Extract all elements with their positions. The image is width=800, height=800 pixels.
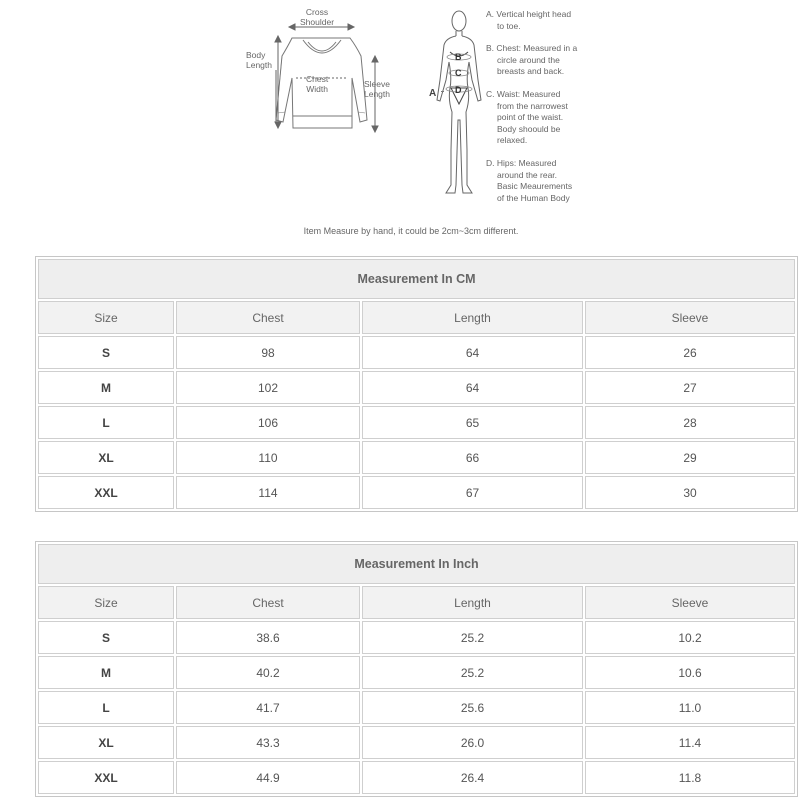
length-cell: 67: [362, 476, 583, 509]
table-header-row: [38, 301, 795, 334]
sleeve-length-line-2: Length: [364, 89, 390, 99]
chest-cell: 40.2: [176, 656, 360, 689]
size-table-inch: [35, 541, 798, 797]
body-length-line-1: Body: [246, 50, 266, 60]
column-header-sleeve: Sleeve: [585, 301, 795, 334]
note-d: [486, 158, 572, 204]
table-header-row: [38, 586, 795, 619]
cross-shoulder-line-2: Shoulder: [300, 17, 335, 27]
note-a-line: A. Vertical height head: [486, 9, 572, 19]
marker-a: A: [429, 88, 437, 99]
sleeve-length-line-1: Sleeve: [364, 79, 390, 89]
sleeve-cell: 30: [585, 476, 795, 509]
size-cell: S: [38, 336, 174, 369]
note-c-line: C. Waist: Measured: [486, 89, 561, 99]
column-header-chest: Chest: [176, 301, 360, 334]
size-cell: L: [38, 406, 174, 439]
length-cell: 26.4: [362, 761, 583, 794]
table-row: [38, 761, 795, 794]
note-d-line: around the rear.: [497, 169, 558, 180]
length-cell: 64: [362, 336, 583, 369]
size-cell: M: [38, 371, 174, 404]
table-row: [38, 656, 795, 689]
marker-d: D: [455, 85, 462, 95]
chest-cell: 106: [176, 406, 360, 439]
size-cell: L: [38, 691, 174, 724]
chest-cell: 43.3: [176, 726, 360, 759]
note-b-line: B. Chest: Measured in a: [486, 43, 578, 53]
chest-cell: 41.7: [176, 691, 360, 724]
size-table-cm: [35, 256, 798, 512]
sleeve-cell: 29: [585, 441, 795, 474]
cross-shoulder-line-1: Cross: [305, 7, 329, 17]
body-length-line-2: Length: [246, 60, 272, 70]
note-a: [486, 9, 571, 32]
column-header-size: Size: [38, 586, 174, 619]
length-cell: 26.0: [362, 726, 583, 759]
chest-width-line-2: Width: [306, 84, 328, 94]
table-row: [38, 406, 795, 439]
sweater-illustration: [0, 0, 800, 230]
size-cell: XL: [38, 441, 174, 474]
column-header-chest: Chest: [176, 586, 360, 619]
sleeve-cell: 11.0: [585, 691, 795, 724]
column-header-length: Length: [362, 301, 583, 334]
sleeve-cell: 10.6: [585, 656, 795, 689]
size-cell: XL: [38, 726, 174, 759]
note-c-line: relaxed.: [497, 135, 528, 145]
sleeve-cell: 26: [585, 336, 795, 369]
table-title: Measurement In CM: [38, 259, 795, 299]
sleeve-cell: 10.2: [585, 621, 795, 654]
table-row: [38, 476, 795, 509]
sleeve-cell: 11.8: [585, 761, 795, 794]
note-c: [486, 89, 568, 147]
chest-width-line-1: Chest: [306, 74, 329, 84]
size-cell: M: [38, 656, 174, 689]
chest-cell: 44.9: [176, 761, 360, 794]
note-d-line: D. Hips: Measured: [486, 158, 557, 168]
note-c-line: point of the waist.: [497, 112, 564, 122]
table-row: [38, 336, 795, 369]
note-b-line: circle around the: [497, 54, 560, 65]
sleeve-length-label: [364, 79, 390, 99]
marker-c: C: [455, 68, 462, 78]
note-a-line: to toe.: [497, 20, 521, 31]
length-cell: 66: [362, 441, 583, 474]
note-b-line: breasts and back.: [497, 66, 565, 76]
sleeve-cell: 28: [585, 406, 795, 439]
length-cell: 25.6: [362, 691, 583, 724]
measurement-disclaimer: Item Measure by hand, it could be 2cm~3cm different.: [303, 226, 519, 236]
note-c-line: Body shoould be: [497, 123, 561, 134]
chest-cell: 114: [176, 476, 360, 509]
column-header-length: Length: [362, 586, 583, 619]
table-row: [38, 371, 795, 404]
length-cell: 25.2: [362, 656, 583, 689]
size-cell: XXL: [38, 476, 174, 509]
chest-cell: 38.6: [176, 621, 360, 654]
note-d-line: Basic Meaurements: [497, 181, 573, 191]
column-header-sleeve: Sleeve: [585, 586, 795, 619]
cross-shoulder-label: [300, 7, 334, 27]
note-d-line: of the Human Body: [497, 192, 570, 203]
chest-cell: 102: [176, 371, 360, 404]
note-b: [486, 43, 577, 78]
note-c-line: from the narrowest: [497, 100, 568, 111]
chest-cell: 110: [176, 441, 360, 474]
length-cell: 25.2: [362, 621, 583, 654]
body-length-label: [246, 50, 272, 70]
table-title: Measurement In Inch: [38, 544, 795, 584]
table-row: [38, 441, 795, 474]
length-cell: 64: [362, 371, 583, 404]
sleeve-cell: 11.4: [585, 726, 795, 759]
table-row: [38, 691, 795, 724]
table-row: [38, 621, 795, 654]
length-cell: 65: [362, 406, 583, 439]
table-row: [38, 726, 795, 759]
chest-cell: 98: [176, 336, 360, 369]
column-header-size: Size: [38, 301, 174, 334]
sleeve-cell: 27: [585, 371, 795, 404]
chest-width-label: [306, 74, 328, 94]
marker-b: B: [455, 52, 462, 62]
size-cell: XXL: [38, 761, 174, 794]
size-cell: S: [38, 621, 174, 654]
